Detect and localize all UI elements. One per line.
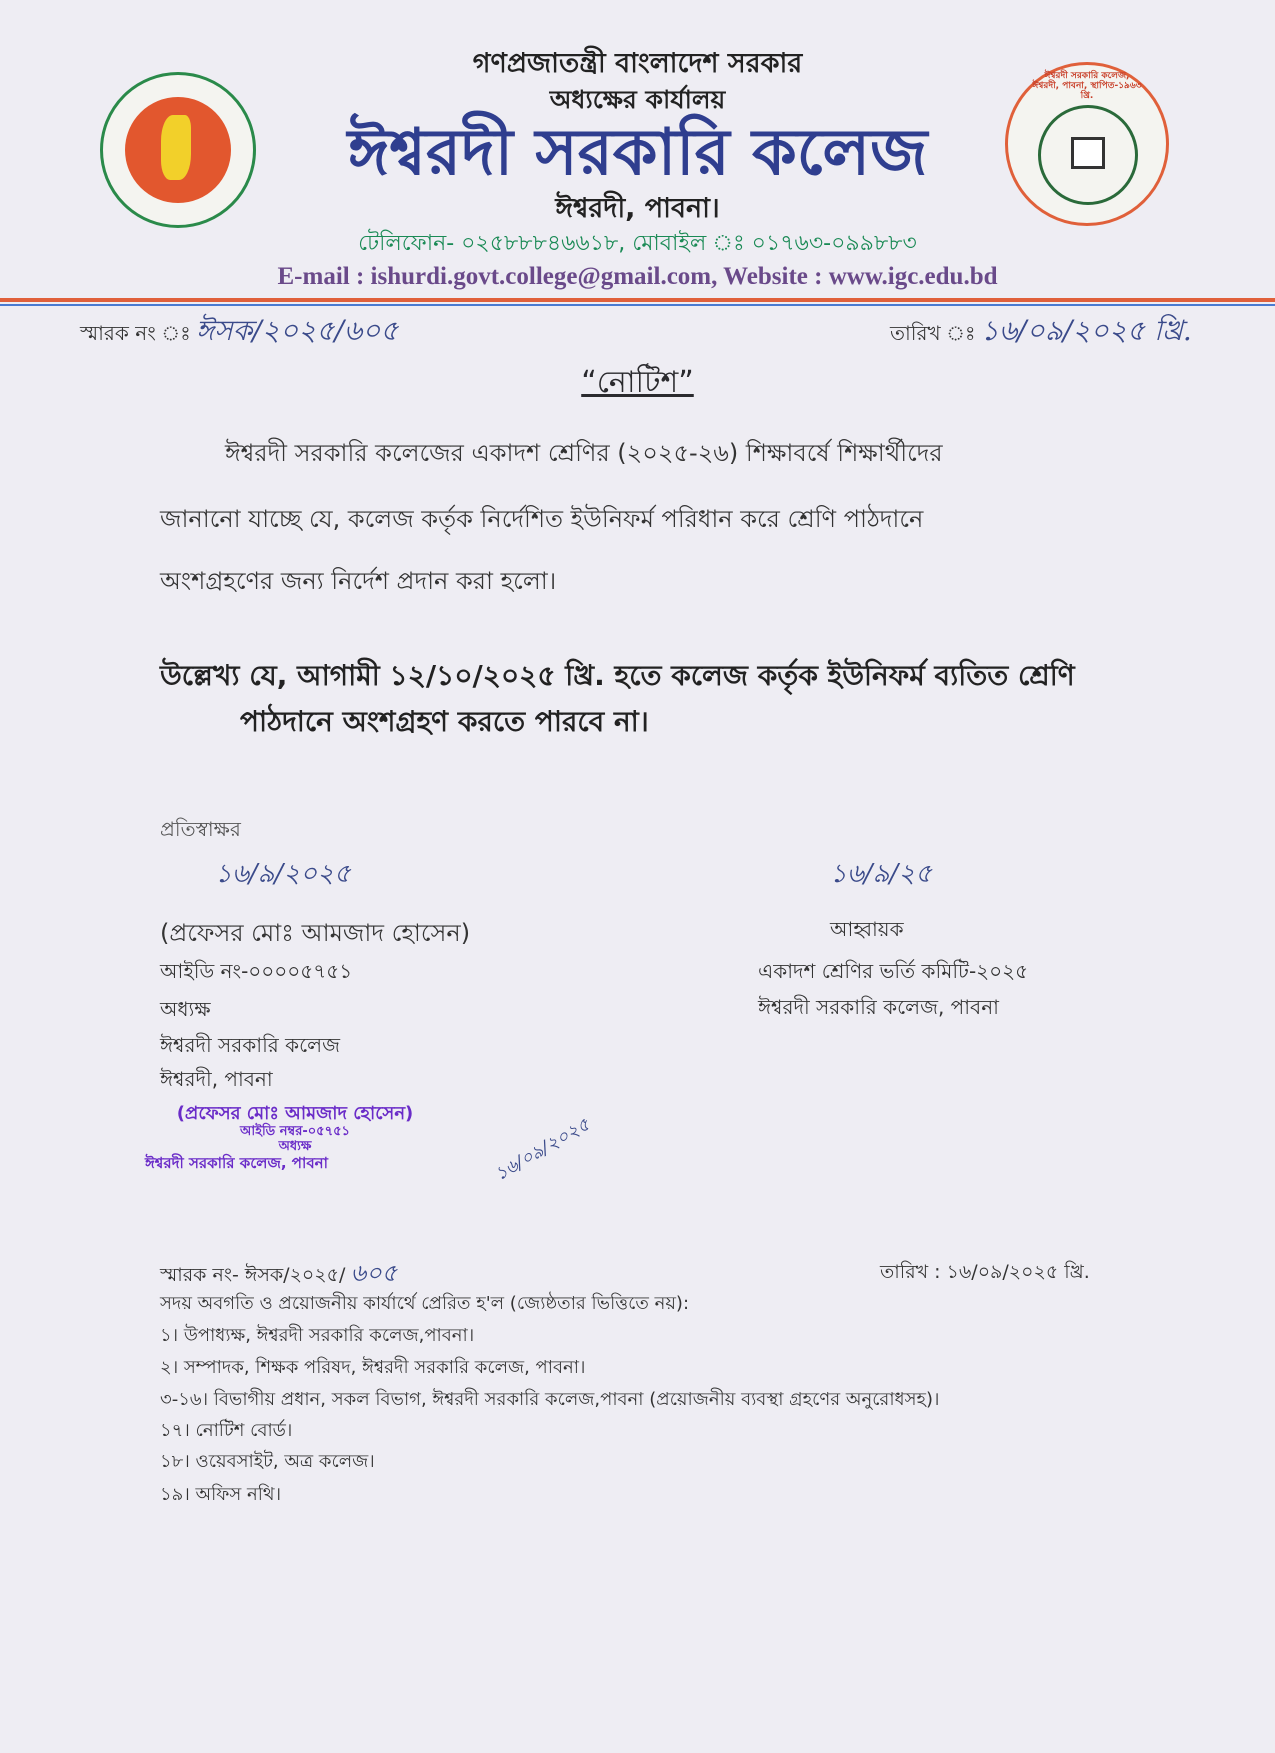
distribution-item: ১। উপাধ্যক্ষ, ঈশ্বরদী সরকারি কলেজ,পাবনা। [160, 1325, 475, 1346]
contact-email-website: E-mail : ishurdi.govt.college@gmail.com, Website : www.igc.edu.bd [277, 263, 998, 290]
stamp-id: আইডি নম্বর-০৫৭৫১ [240, 1123, 350, 1139]
distribution-memo-row [160, 1260, 397, 1288]
stamp-name: (প্রফেসর মোঃ আমজাদ হোসেন) [176, 1103, 414, 1124]
countersign-label: প্রতিস্বাক্ষর [160, 817, 241, 841]
stamp-handwritten-date: ১৬/০৯/২০২৫ [491, 1114, 594, 1186]
stamp-institution: ঈশ্বরদী সরকারি কলেজ, পাবনা [145, 1153, 328, 1172]
distribution-memo-number: ৬০৫ [350, 1259, 398, 1287]
memo-number-row [80, 315, 398, 347]
distribution-item: ২। সম্পাদক, শিক্ষক পরিষদ, ঈশ্বরদী সরকারি কলেজ, পাবনা। [160, 1357, 586, 1378]
date-row [890, 315, 1192, 347]
stamp-designation: অধ্যক্ষ [278, 1138, 312, 1154]
notice-note-line-2: পাঠদানে অংশগ্রহণ করতে পারবে না। [240, 705, 649, 738]
principal-institution: ঈশ্বরদী সরকারি কলেজ [160, 1033, 340, 1057]
notice-paragraph-line-1: ঈশ্বরদী সরকারি কলেজের একাদশ শ্রেণির (২০২৫-২৬) শিক্ষাবর্ষে শিক্ষার্থীদের [225, 439, 943, 467]
distribution-item: ১৯। অফিস নথি। [160, 1484, 282, 1505]
distribution-memo-label: স্মারক নং- ঈসক/২০২৫/ [160, 1264, 346, 1286]
distribution-intro: সদয় অবগতি ও প্রয়োজনীয় কার্যার্থে প্রেরিত হ'ল (জ্যেষ্ঠতার ভিত্তিতে নয়): [160, 1293, 690, 1314]
convener-signature: ১৬/৯/২৫ [830, 859, 932, 889]
distribution-item: ১৮। ওয়েবসাইট, অত্র কলেজ। [160, 1451, 375, 1472]
college-name: ঈশ্বরদী সরকারি কলেজ [347, 116, 928, 190]
committee-name: একাদশ শ্রেণির ভর্তি কমিটি-২০২৫ [758, 959, 1029, 983]
principal-signature: ১৬/৯/২০২৫ [215, 859, 351, 889]
college-location: ঈশ্বরদী, পাবনা। [555, 193, 720, 224]
distribution-item: ১৭। নোটিশ বোর্ড। [160, 1420, 293, 1441]
date-label: তারিখ ঃ [890, 321, 976, 345]
notice-paragraph-line-2: জানানো যাচ্ছে যে, কলেজ কর্তৃক নির্দেশিত ইউনিফর্ম পরিধান করে শ্রেণি পাঠদানে [160, 505, 924, 533]
distribution-date: তারিখ : ১৬/০৯/২০২৫ খ্রি. [880, 1261, 1090, 1283]
contact-phone: টেলিফোন- ০২৫৮৮৮৪৬৬১৮, মোবাইল ঃ ০১৭৬৩-০৯৯৮৮৩ [358, 231, 917, 256]
college-logo-text: ঈশ্বরদী সরকারি কলেজ, ঈশ্বরদী, পাবনা, স্থাপিত-১৯৬৩ খ্রি. [1032, 71, 1142, 101]
principal-id: আইডি নং-০০০০৫৭৫১ [160, 959, 353, 983]
principal-stamp [145, 1104, 445, 1172]
header-divider-red [0, 298, 1275, 302]
office-title: অধ্যক্ষের কার্যালয় [549, 85, 726, 114]
principal-name: (প্রফেসর মোঃ আমজাদ হোসেন) [160, 919, 471, 947]
notice-title: “নোটিশ” [581, 365, 694, 400]
convener-role: আহ্বায়ক [830, 917, 904, 941]
header-divider-blue [0, 304, 1275, 306]
committee-institution: ঈশ্বরদী সরকারি কলেজ, পাবনা [758, 995, 999, 1019]
government-title: গণপ্রজাতন্ত্রী বাংলাদেশ সরকার [472, 48, 803, 79]
date-value: ১৬/০৯/২০২৫ খ্রি. [980, 314, 1192, 347]
notice-paragraph-line-3: অংশগ্রহণের জন্য নির্দেশ প্রদান করা হলো। [160, 567, 557, 595]
principal-designation: অধ্যক্ষ [160, 997, 211, 1021]
distribution-item: ৩-১৬। বিভাগীয় প্রধান, সকল বিভাগ, ঈশ্বরদী সরকারি কলেজ,পাবনা (প্রয়োজনীয় ব্যবস্থা গ্রহণের অনুরোধসহ)। [160, 1389, 940, 1410]
principal-place: ঈশ্বরদী, পাবনা [160, 1067, 273, 1091]
memo-label: স্মারক নং ঃ [80, 321, 191, 345]
memo-number: ঈসক/২০২৫/৬০৫ [195, 314, 399, 347]
notice-note-line-1: উল্লেখ্য যে, আগামী ১২/১০/২০২৫ খ্রি. হতে কলেজ কর্তৃক ইউনিফর্ম ব্যতিত শ্রেণি [160, 659, 1075, 692]
